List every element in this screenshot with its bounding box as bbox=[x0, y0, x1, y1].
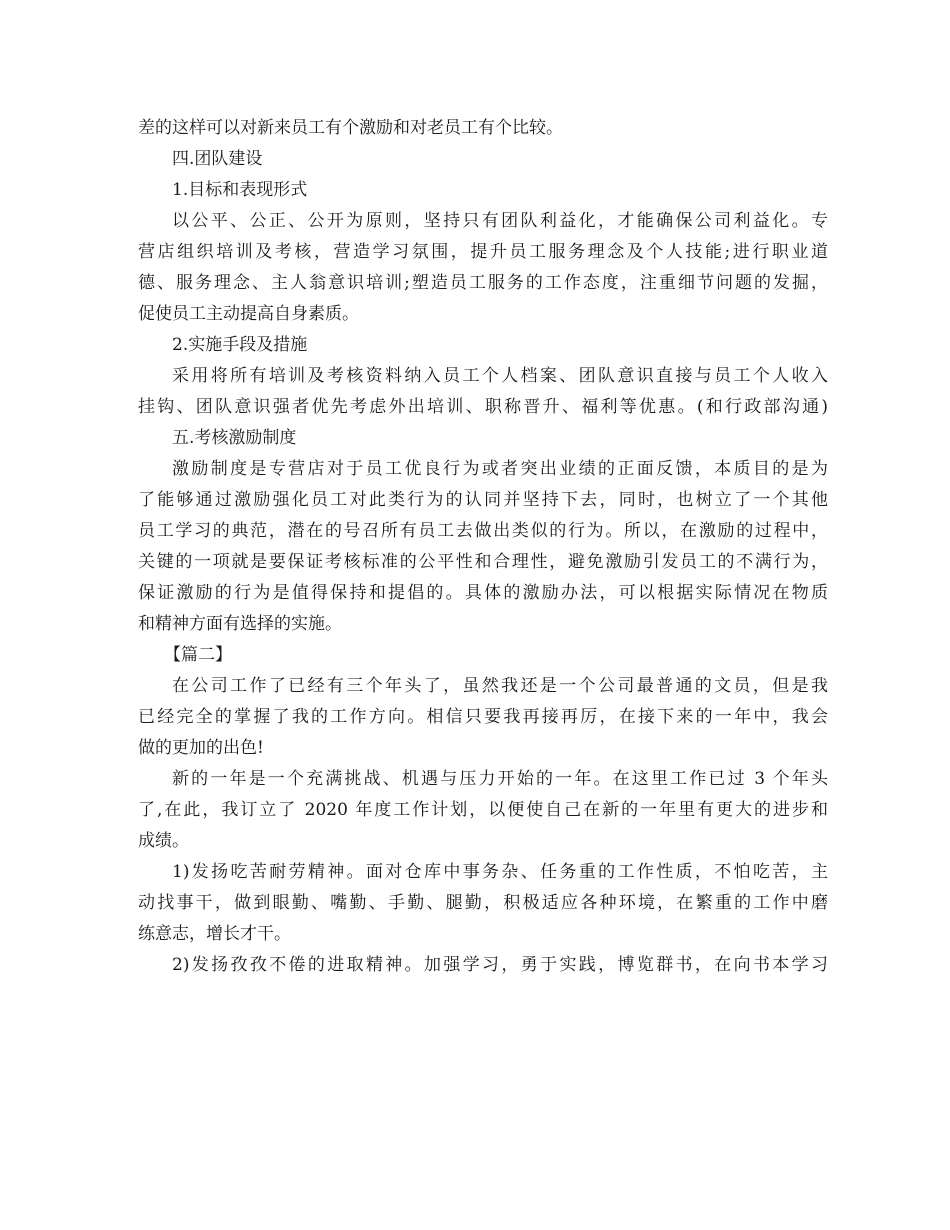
text-line: 挂钩、团队意识强者优先考虑外出培训、职称晋升、福利等优惠。(和行政部沟通) bbox=[138, 397, 828, 417]
text-line: 促使员工主动提高自身素质。 bbox=[138, 304, 359, 324]
document-body bbox=[138, 113, 828, 981]
text-line: 动找事干，做到眼勤、嘴勤、手勤、腿勤，积极适应各种环境，在繁重的工作中磨 bbox=[138, 893, 828, 913]
text-line: 了,在此，我订立了 2020 年度工作计划，以便使自己在新的一年里有更大的进步和 bbox=[138, 800, 828, 820]
text-line: 成绩。 bbox=[138, 831, 189, 851]
text-line: 采用将所有培训及考核资料纳入员工个人档案、团队意识直接与员工个人收入 bbox=[172, 366, 828, 386]
subsection-heading: 1.目标和表现形式 bbox=[172, 180, 308, 200]
text-line: 激励制度是专营店对于员工优良行为或者突出业绩的正面反馈，本质目的是为 bbox=[172, 459, 828, 479]
text-line: 德、服务理念、主人翁意识培训;塑造员工服务的工作态度，注重细节问题的发掘， bbox=[138, 273, 828, 293]
text-line: 以公平、公正、公开为原则，坚持只有团队利益化，才能确保公司利益化。专 bbox=[172, 211, 828, 231]
text-line: 新的一年是一个充满挑战、机遇与压力开始的一年。在这里工作已过 3 个年头 bbox=[172, 769, 828, 789]
text-line: 在公司工作了已经有三个年头了，虽然我还是一个公司最普通的文员，但是我 bbox=[172, 676, 828, 696]
text-line: 已经完全的掌握了我的工作方向。相信只要我再接再厉，在接下来的一年中，我会 bbox=[138, 707, 828, 727]
section-heading: 五.考核激励制度 bbox=[172, 428, 297, 448]
text-line: 关键的一项就是要保证考核标准的公平性和合理性，避免激励引发员工的不满行为， bbox=[138, 552, 828, 572]
text-line: 1)发扬吃苦耐劳精神。面对仓库中事务杂、任务重的工作性质，不怕吃苦，主 bbox=[172, 862, 828, 882]
text-line: 了能够通过激励强化员工对此类行为的认同并坚持下去，同时，也树立了一个其他 bbox=[138, 490, 828, 510]
section-heading: 四.团队建设 bbox=[172, 149, 263, 169]
text-line: 营店组织培训及考核，营造学习氛围，提升员工服务理念及个人技能;进行职业道 bbox=[138, 242, 828, 262]
part-heading: 【篇二】 bbox=[164, 645, 232, 665]
text-line: 和精神方面有选择的实施。 bbox=[138, 614, 342, 634]
text-line: 练意志，增长才干。 bbox=[138, 924, 291, 944]
text-line: 做的更加的出色! bbox=[138, 738, 264, 758]
subsection-heading: 2.实施手段及措施 bbox=[172, 335, 308, 355]
text-line: 差的这样可以对新来员工有个激励和对老员工有个比较。 bbox=[138, 118, 563, 138]
text-line: 员工学习的典范，潜在的号召所有员工去做出类似的行为。所以，在激励的过程中， bbox=[138, 521, 828, 541]
text-line: 2)发扬孜孜不倦的进取精神。加强学习，勇于实践，博览群书，在向书本学习 bbox=[172, 955, 828, 975]
text-line: 保证激励的行为是值得保持和提倡的。具体的激励办法，可以根据实际情况在物质 bbox=[138, 583, 828, 603]
